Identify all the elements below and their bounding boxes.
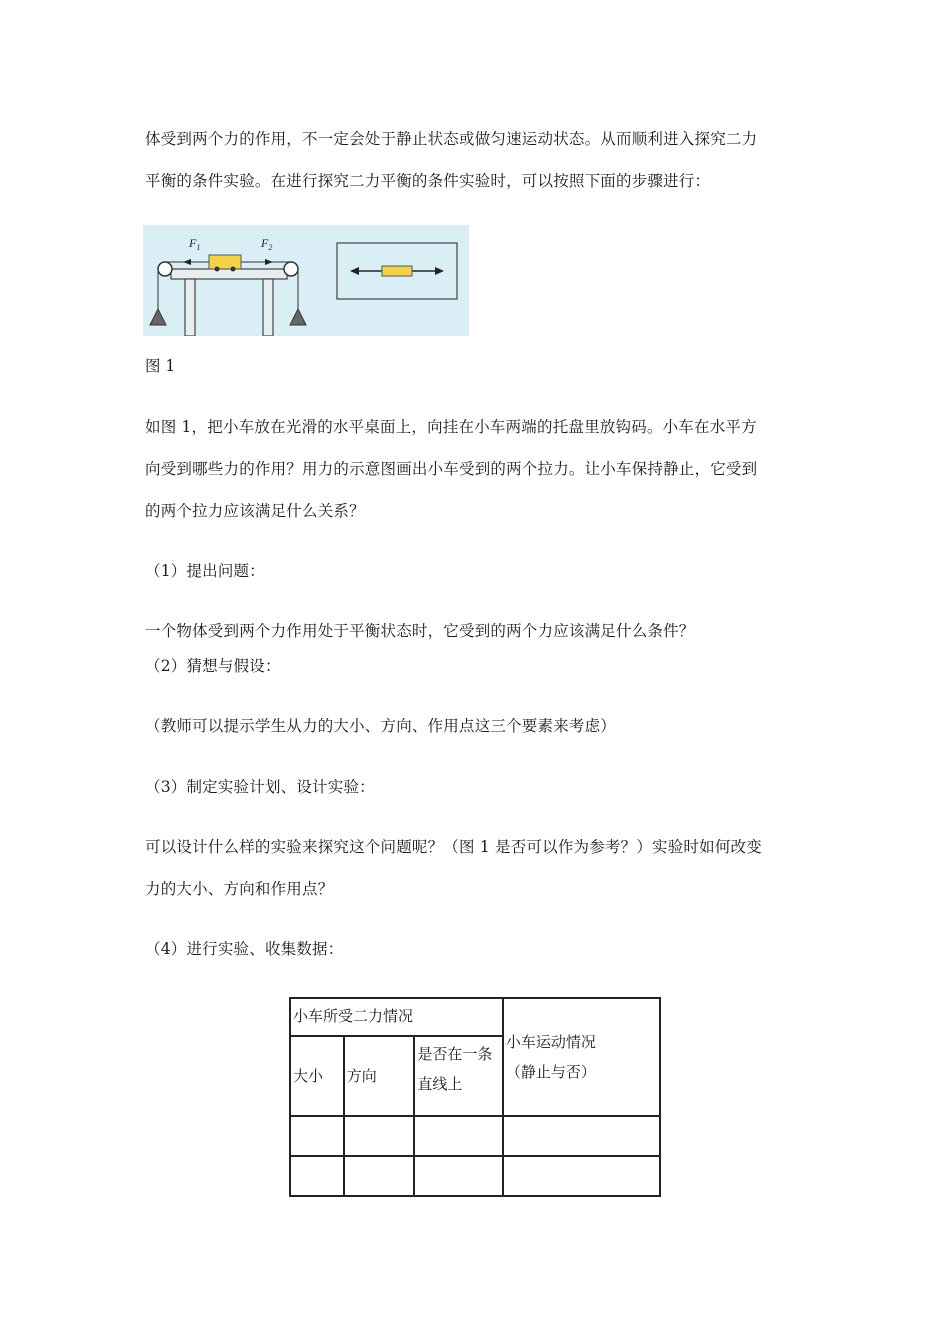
table-cell[interactable] [503, 1156, 660, 1196]
paragraph-1-line-1: 体受到两个力的作用，不一定会处于静止状态或做匀速运动状态。从而顺利进入探究二力 [145, 130, 758, 148]
cart-wheel-left [215, 267, 220, 272]
table-leg-left [185, 279, 195, 336]
data-table [289, 997, 661, 1197]
cart [209, 255, 241, 269]
figure-caption: 图 1 [145, 357, 176, 375]
weight-left [150, 309, 166, 325]
paragraph-2-line-2: 向受到哪些力的作用？用力的示意图画出小车受到的两个拉力。让小车保持静止，它受到 [145, 460, 758, 478]
pulley-right [284, 262, 298, 276]
step-2-heading: （2）猜想与假设： [145, 657, 281, 675]
table-cell[interactable] [503, 1116, 660, 1156]
table-cell[interactable] [344, 1116, 415, 1156]
paragraph-2-line-3: 的两个拉力应该满足什么关系？ [145, 502, 365, 520]
table-cell[interactable] [414, 1156, 503, 1196]
experiment-diagram [143, 225, 469, 336]
paragraph-1-line-2: 平衡的条件实验。在进行探究二力平衡的条件实验时，可以按照下面的步骤进行： [145, 172, 711, 190]
cart-wheel-right [231, 267, 236, 272]
table-row [290, 1156, 660, 1196]
table-top [171, 269, 287, 279]
paragraph-3-line-2: 力的大小、方向和作用点？ [145, 880, 334, 898]
table-cell[interactable] [414, 1116, 503, 1156]
label-f2: $F_2$ [261, 236, 273, 252]
table-cell[interactable] [290, 1116, 344, 1156]
research-question: 一个物体受到两个力作用处于平衡状态时，它受到的两个力应该满足什么条件？ [145, 622, 695, 640]
paragraph-2-line-1: 如图 1，把小车放在光滑的水平桌面上，向挂在小车两端的托盘里放钩码。小车在水平方 [145, 418, 757, 436]
weight-right [290, 309, 306, 325]
table-row [290, 1116, 660, 1156]
label-f1: $F_1$ [189, 236, 201, 252]
table-header-size: 大小 [290, 1036, 344, 1116]
table-header-forces: 小车所受二力情况 [290, 998, 503, 1036]
table-header-direction: 方向 [344, 1036, 415, 1116]
arrow-f1-head [183, 259, 191, 265]
pulley-left [158, 262, 172, 276]
table-cell[interactable] [344, 1156, 415, 1196]
arrow-f2-head [265, 259, 273, 265]
card-object [382, 266, 412, 276]
table-cell[interactable] [290, 1156, 344, 1196]
table-header-motion: 小车运动情况 （静止与否） [503, 998, 660, 1116]
step-4-heading: （4）进行实验、收集数据： [145, 940, 344, 958]
step-1-heading: （1）提出问题： [145, 562, 265, 580]
table-leg-right [263, 279, 273, 336]
figure-1 [143, 225, 469, 336]
table-header-same-line: 是否在一条 直线上 [414, 1036, 503, 1116]
paragraph-3-line-1: 可以设计什么样的实验来探究这个问题呢？（图 1 是否可以作为参考？）实验时如何改变 [145, 838, 762, 856]
step-3-heading: （3）制定实验计划、设计实验： [145, 778, 375, 796]
teacher-hint: （教师可以提示学生从力的大小、方向、作用点这三个要素来考虑） [145, 717, 617, 735]
